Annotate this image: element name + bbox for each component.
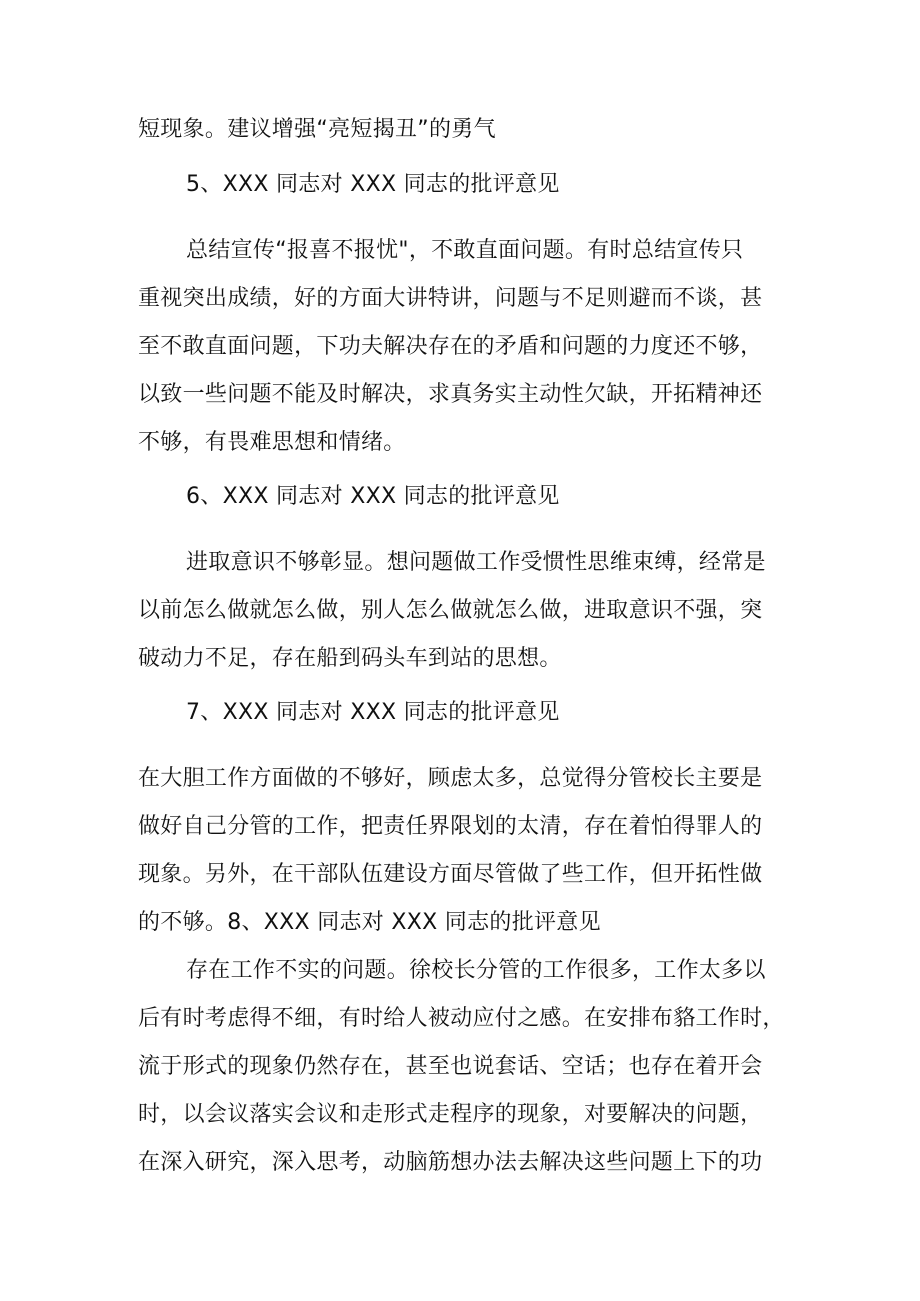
text-line: 时，以会议落实会议和走形式走程序的现象，对要解决的问题， <box>138 1102 763 1127</box>
text-line: 进取意识不够彰显。想问题做工作受惯性思维束缚，经常是 <box>186 550 766 575</box>
section-heading-7: 7、XXX 同志对 XXX 同志的批评意见 <box>186 700 560 725</box>
text-line: 至不敢直面问题，下功夫解决存在的矛盾和问题的力度还不够， <box>138 334 763 359</box>
text-line: 存在工作不实的问题。徐校长分管的工作很多，工作太多以 <box>186 958 766 983</box>
text-line: 流于形式的现象仍然存在，甚至也说套话、空话；也存在着开会 <box>138 1054 763 1079</box>
text-line: 重视突出成绩，好的方面大讲特讲，问题与不足则避而不谈，甚 <box>138 286 763 311</box>
section-heading-5: 5、XXX 同志对 XXX 同志的批评意见 <box>186 172 560 197</box>
text-line: 以前怎么做就怎么做，别人怎么做就怎么做，进取意识不强，突 <box>138 598 763 623</box>
text-line: 总结宣传“报喜不报忧"，不敢直面问题。有时总结宣传只 <box>186 238 744 263</box>
text-line: 以致一些问题不能及时解决，求真务实主动性欠缺，开拓精神还 <box>138 382 763 407</box>
text-line: 的不够。8、XXX 同志对 XXX 同志的批评意见 <box>138 910 601 935</box>
text-line: 不够，有畏难思想和情绪。 <box>138 430 406 455</box>
text-line: 做好自己分管的工作，把责任界限划的太清，存在着怕得罪人的 <box>138 814 763 839</box>
text-line: 破动力不足，存在船到码头车到站的思想。 <box>138 646 562 671</box>
text-line: 短现象。建议增强“亮短揭丑”的勇气 <box>138 117 496 142</box>
text-line: 后有时考虑得不细，有时给人被动应付之感。在安排布貉工作时， <box>138 1006 785 1031</box>
text-line: 在深入研究，深入思考，动脑筋想办法去解决这些问题上下的功 <box>138 1150 763 1175</box>
text-line: 现象。另外，在干部队伍建设方面尽管做了些工作，但开拓性做 <box>138 862 763 887</box>
section-heading-6: 6、XXX 同志对 XXX 同志的批评意见 <box>186 484 560 509</box>
text-line: 在大胆工作方面做的不够好，顾虑太多，总觉得分管校长主要是 <box>138 766 763 791</box>
